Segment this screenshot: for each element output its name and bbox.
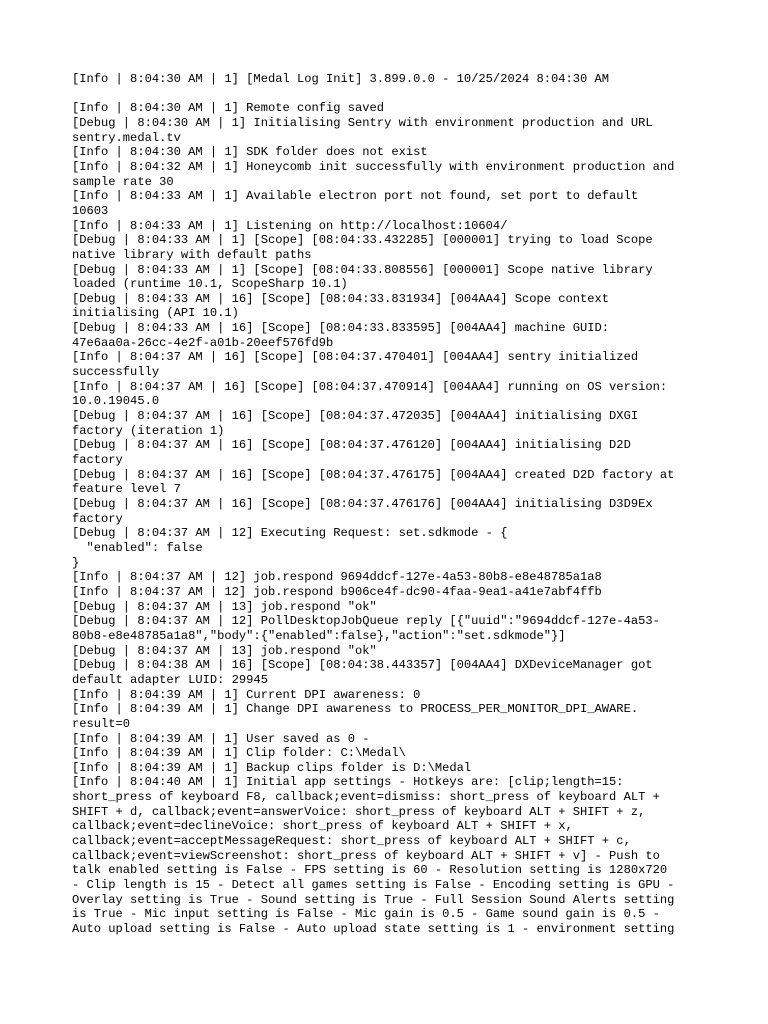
log-document	[72, 72, 702, 937]
log-line: [Info | 8:04:30 AM | 1] SDK folder does not exist	[72, 145, 428, 160]
log-line: 10603	[72, 203, 109, 218]
log-line: [Info | 8:04:33 AM | 1] Listening on http://localhost:10604/	[72, 218, 508, 233]
log-line: [Info | 8:04:39 AM | 1] Change DPI awareness to PROCESS_PER_MONITOR_DPI_AWARE.	[72, 702, 639, 717]
blank-line	[72, 87, 702, 102]
log-line: talk enabled setting is False - FPS setting is 60 - Resolution setting is 1280x720	[72, 863, 668, 878]
log-line: [Info | 8:04:37 AM | 12] job.respond 9694ddcf-127e-4a53-80b8-e8e48785a1a8	[72, 570, 602, 585]
log-line: is True - Mic input setting is False - Mic gain is 0.5 - Game sound gain is 0.5 -	[72, 907, 660, 922]
log-line: - Clip length is 15 - Detect all games setting is False - Encoding setting is GPU -	[72, 878, 675, 893]
log-line: [Debug | 8:04:37 AM | 12] Executing Request: set.sdkmode - {	[72, 526, 508, 541]
log-body	[72, 101, 702, 936]
log-line: 80b8-e8e48785a1a8","body":{"enabled":false},"action":"set.sdkmode"}]	[72, 628, 566, 643]
log-line: [Debug | 8:04:37 AM | 13] job.respond "ok"	[72, 599, 377, 614]
log-line: [Debug | 8:04:33 AM | 16] [Scope] [08:04:33.833595] [004AA4] machine GUID:	[72, 321, 610, 336]
log-line: [Info | 8:04:32 AM | 1] Honeycomb init successfully with environment production and	[72, 159, 675, 174]
log-line: [Info | 8:04:39 AM | 1] Clip folder: C:\Medal\	[72, 746, 406, 761]
log-line: 47e6aa0a-26cc-4e2f-a01b-20eef576fd9b	[72, 335, 334, 350]
log-line: [Info | 8:04:37 AM | 16] [Scope] [08:04:37.470401] [004AA4] sentry initialized	[72, 350, 639, 365]
log-line: [Info | 8:04:37 AM | 12] job.respond b906ce4f-dc90-4faa-9ea1-a41e7abf4ffb	[72, 584, 602, 599]
log-line: factory	[72, 453, 123, 468]
log-line: [Debug | 8:04:37 AM | 16] [Scope] [08:04:37.476176] [004AA4] initialising D3D9Ex	[72, 497, 653, 512]
log-line: result=0	[72, 716, 131, 731]
log-line: initialising (API 10.1)	[72, 306, 239, 321]
log-line: factory (iteration 1)	[72, 423, 225, 438]
log-line: sentry.medal.tv	[72, 130, 181, 145]
log-line: [Debug | 8:04:37 AM | 12] PollDesktopJobQueue reply [{"uuid":"9694ddcf-127e-4a53-	[72, 614, 660, 629]
log-line: }	[72, 555, 80, 570]
log-line: Auto upload setting is False - Auto upload state setting is 1 - environment setting	[72, 922, 675, 937]
log-line: [Debug | 8:04:37 AM | 13] job.respond "ok"	[72, 643, 377, 658]
log-line: [Debug | 8:04:30 AM | 1] Initialising Sentry with environment production and URL	[72, 115, 653, 130]
log-line: loaded (runtime 10.1, ScopeSharp 10.1)	[72, 277, 348, 292]
log-line: "enabled": false	[72, 540, 203, 555]
log-line: callback;event=declineVoice: short_press of keyboard ALT + SHIFT + x,	[72, 819, 573, 834]
log-line: 10.0.19045.0	[72, 394, 160, 409]
log-line: Overlay setting is True - Sound setting is True - Full Session Sound Alerts setting	[72, 892, 675, 907]
log-line: successfully	[72, 365, 160, 380]
log-line: factory	[72, 511, 123, 526]
log-line: [Info | 8:04:39 AM | 1] Backup clips folder is D:\Medal	[72, 760, 472, 775]
log-line: [Debug | 8:04:33 AM | 1] [Scope] [08:04:33.808556] [000001] Scope native library	[72, 262, 653, 277]
log-line: [Info | 8:04:37 AM | 16] [Scope] [08:04:37.470914] [004AA4] running on OS version:	[72, 379, 668, 394]
log-line: callback;event=viewScreenshot: short_press of keyboard ALT + SHIFT + v] - Push to	[72, 848, 660, 863]
log-line: feature level 7	[72, 482, 181, 497]
log-line: sample rate 30	[72, 174, 174, 189]
log-line: [Debug | 8:04:37 AM | 16] [Scope] [08:04:37.472035] [004AA4] initialising DXGI	[72, 409, 639, 424]
log-line: [Info | 8:04:33 AM | 1] Available electron port not found, set port to default	[72, 189, 639, 204]
log-line: default adapter LUID: 29945	[72, 672, 268, 687]
log-header-line: [Info | 8:04:30 AM | 1] [Medal Log Init] 3.899.0.0 - 10/25/2024 8:04:30 AM	[72, 72, 610, 86]
log-line: [Debug | 8:04:38 AM | 16] [Scope] [08:04:38.443357] [004AA4] DXDeviceManager got	[72, 658, 653, 673]
log-line: [Debug | 8:04:37 AM | 16] [Scope] [08:04:37.476175] [004AA4] created D2D factory at	[72, 467, 675, 482]
log-line: [Info | 8:04:39 AM | 1] Current DPI awareness: 0	[72, 687, 421, 702]
log-line: [Debug | 8:04:33 AM | 1] [Scope] [08:04:33.432285] [000001] trying to load Scope	[72, 233, 653, 248]
log-line: SHIFT + d, callback;event=answerVoice: short_press of keyboard ALT + SHIFT + z,	[72, 804, 646, 819]
log-line: native library with default paths	[72, 247, 312, 262]
log-line: [Debug | 8:04:33 AM | 16] [Scope] [08:04:33.831934] [004AA4] Scope context	[72, 291, 610, 306]
log-line: [Info | 8:04:39 AM | 1] User saved as 0 -	[72, 731, 370, 746]
log-line: [Debug | 8:04:37 AM | 16] [Scope] [08:04:37.476120] [004AA4] initialising D2D	[72, 438, 631, 453]
log-line: [Info | 8:04:40 AM | 1] Initial app settings - Hotkeys are: [clip;length=15:	[72, 775, 624, 790]
log-line: [Info | 8:04:30 AM | 1] Remote config saved	[72, 101, 385, 116]
log-line: short_press of keyboard F8, callback;event=dismiss: short_press of keyboard ALT +	[72, 790, 660, 805]
log-line: callback;event=acceptMessageRequest: short_press of keyboard ALT + SHIFT + c,	[72, 834, 631, 849]
